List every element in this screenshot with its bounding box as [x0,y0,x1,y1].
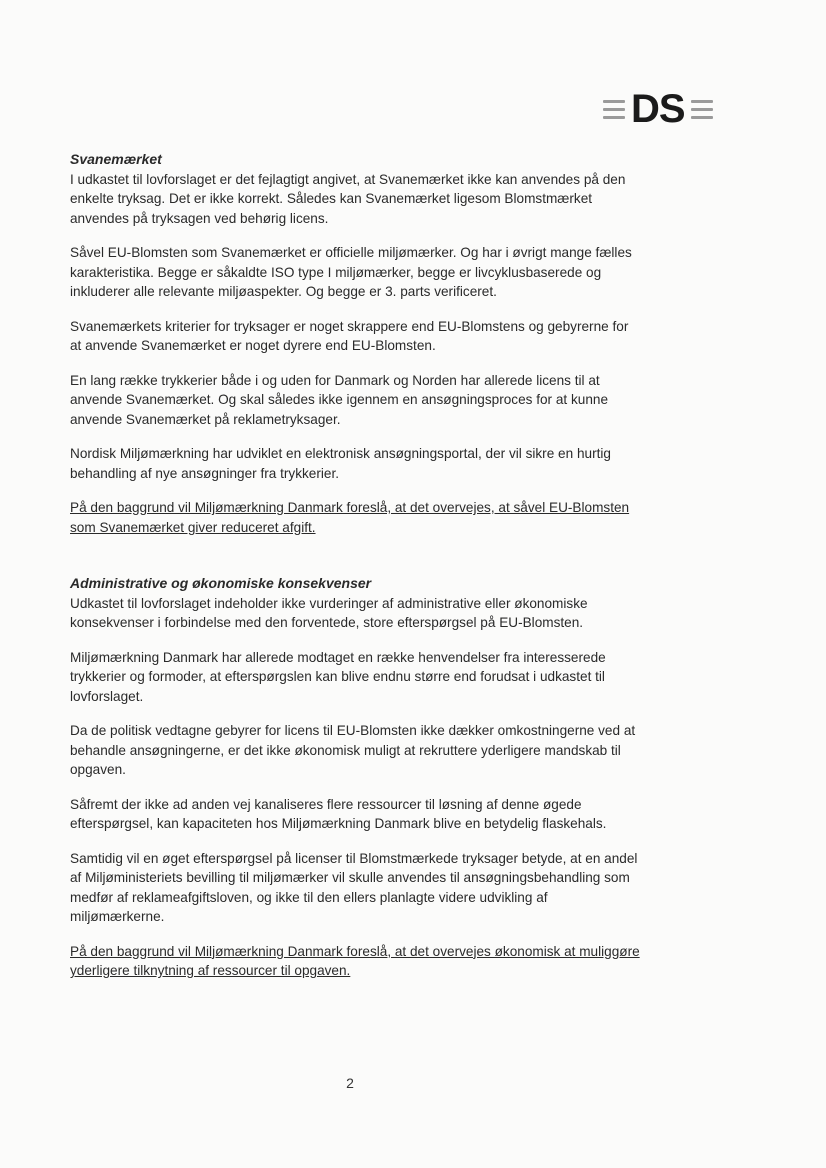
logo-right-stripes [691,100,713,119]
document-body [70,150,640,996]
paragraph: I udkastet til lovforslaget er det fejlagtigt angivet, at Svanemærket ikke kan anvendes på den enkelte tryksag. Det er ikke korrekt. Således kan Svanemærket ligesom Blomstmærket anvendes på tryksagen ved behørig licens. [70,171,626,226]
section-heading-svanemaerket: Svanemærket [70,151,162,167]
paragraph: Såvel EU-Blomsten som Svanemærket er officielle miljømærker. Og har i øvrigt mange fælles karakteristika. Begge er såkaldte ISO type I miljømærker, begge er livcyklusbaserede og inkluderer alle relevante miljøaspekter. Og begge er 3. parts verificeret. [70,245,632,299]
paragraph: Samtidig vil en øget efterspørgsel på licenser til Blomstmærkede tryksager betyde, at en andel af Miljøministeriets bevilling til miljømærker vil skulle anvendes til ansøgningsbehandling som medfør af reklameafgiftsloven, og ikke til den ellers planlagte videre udvikling af miljømærkerne. [70,850,638,924]
logo-text: DS [631,87,685,131]
conclusion-administrative: På den baggrund vil Miljømærkning Danmark foreslå, at det overvejes økonomisk at muliggøre yderligere tilknytning af ressourcer til opgaven. [70,943,640,978]
paragraph: Såfremt der ikke ad anden vej kanaliseres flere ressourcer til løsning af denne øgede efterspørgsel, kan kapaciteten hos Miljømærkning Danmark blive en betydelig flaskehals. [70,796,607,831]
conclusion-svanemaerket: På den baggrund vil Miljømærkning Danmark foreslå, at det overvejes, at såvel EU-Blomsten som Svanemærket giver reduceret afgift. [70,500,630,535]
paragraph: Udkastet til lovforslaget indeholder ikke vurderinger af administrative eller økonomiske konsekvenser i forbindelse med den forventede, store efterspørgsel på EU-Blomsten. [70,595,588,630]
paragraph: Svanemærkets kriterier for tryksager er noget skrappere end EU-Blomstens og gebyrerne for at anvende Svanemærket er noget dyrere end EU-Blomsten. [70,318,629,353]
section-spacer [70,552,640,574]
section-heading-administrative: Administrative og økonomiske konsekvenser [70,575,372,591]
page-number: 2 [346,1075,354,1091]
logo-left-stripes [603,100,625,119]
paragraph: Da de politisk vedtagne gebyrer for licens til EU-Blomsten ikke dækker omkostningerne ved at behandle ansøgningerne, er det ikke økonomisk muligt at rekruttere yderligere mandskab til opgaven. [70,723,636,777]
paragraph: Miljømærkning Danmark har allerede modtaget en række henvendelser fra interesserede trykkerier og formoder, at efterspørgslen kan blive endnu større end forudsat i udkastet til lovforslaget. [70,649,606,704]
paragraph: Nordisk Miljømærkning har udviklet en elektronisk ansøgningsportal, der vil sikre en hurtig behandling af nye ansøgninger fra trykkerier. [70,446,611,481]
ds-logo [603,88,721,130]
paragraph: En lang række trykkerier både i og uden for Danmark og Norden har allerede licens til at anvende Svanemærket. Og skal således ikke igennem en ansøgningsproces for at kunne anvende Svanemærket på reklametryksager. [70,372,609,427]
